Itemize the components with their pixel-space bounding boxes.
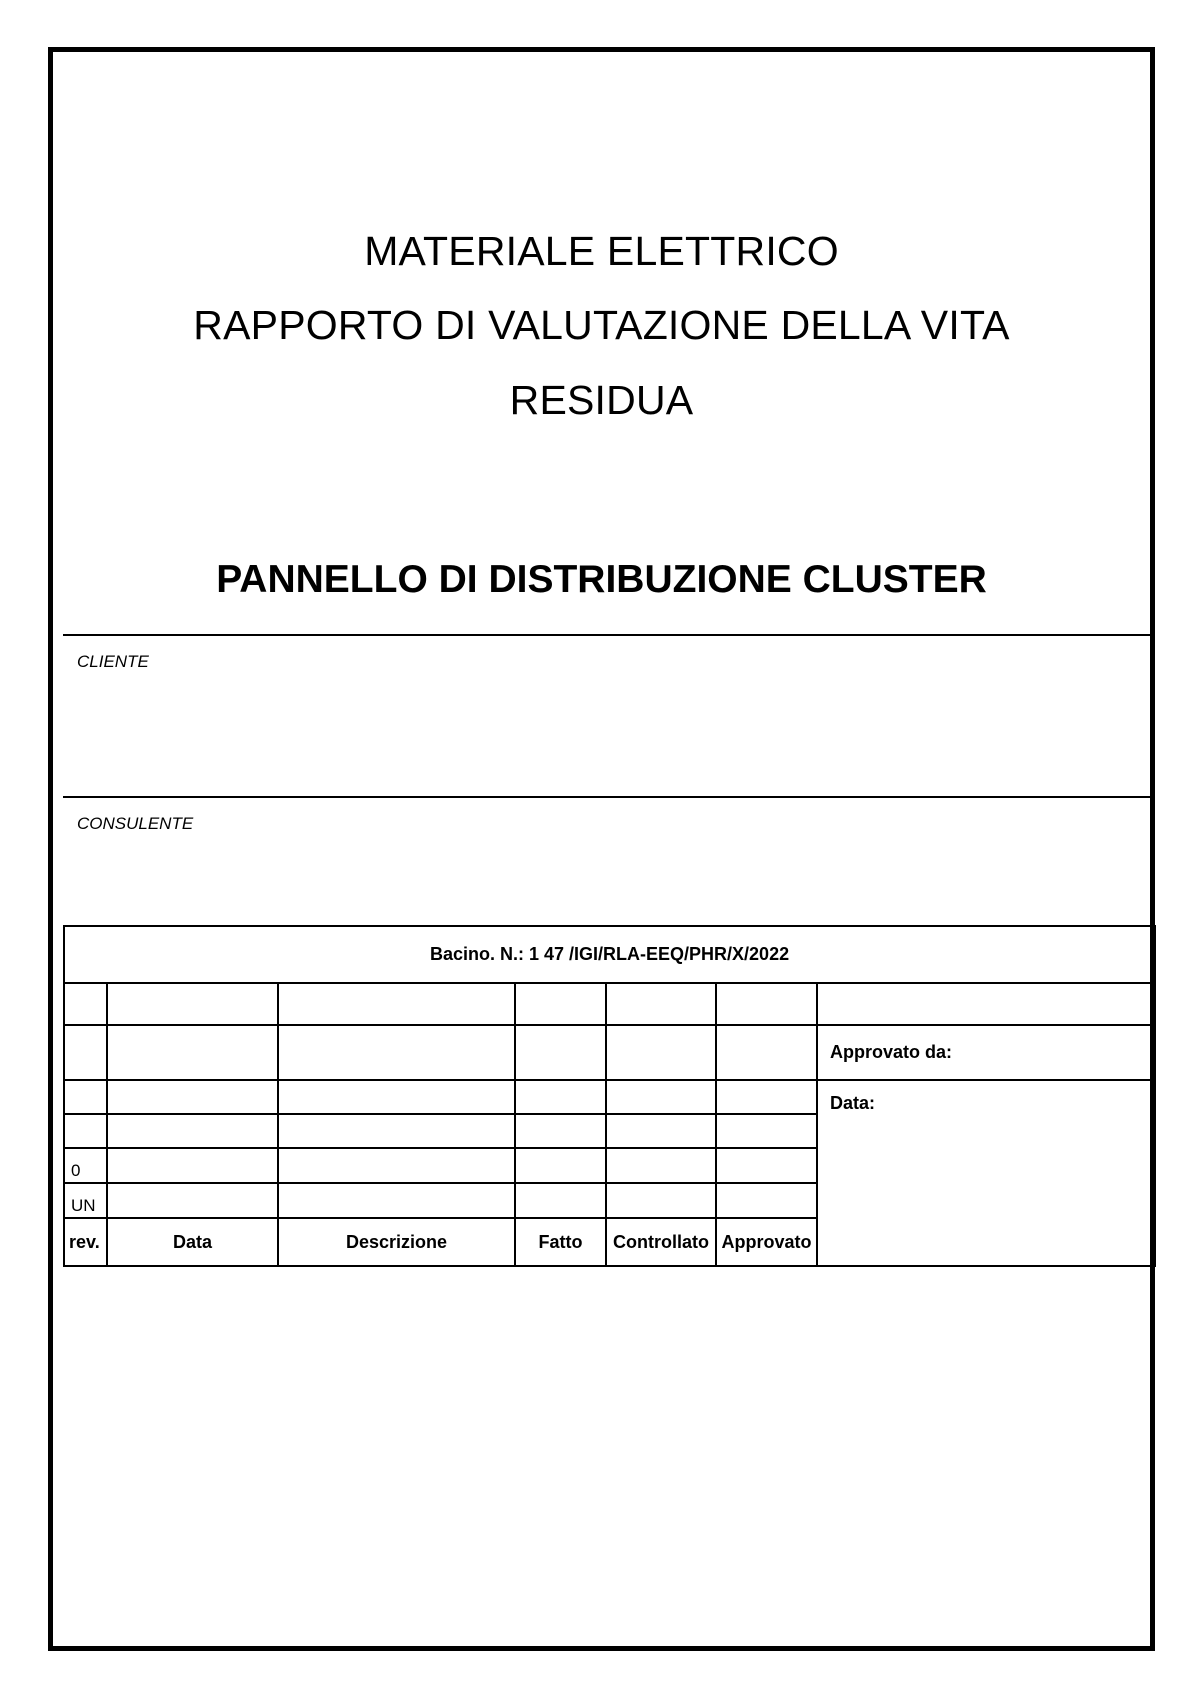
revision-table	[63, 925, 1156, 1267]
title-line-1: MATERIALE ELETTRICO	[364, 228, 839, 274]
header-fatto: Fatto	[515, 1218, 606, 1266]
table-row	[64, 983, 1155, 1025]
document-number-row	[64, 926, 1155, 983]
approved-by-label: Approvato da:	[817, 1025, 1155, 1080]
title-line-3: RESIDUA	[509, 377, 694, 423]
date-label: Data:	[817, 1080, 1155, 1266]
cliente-label: CLIENTE	[77, 652, 149, 671]
table-row	[64, 1025, 1155, 1080]
header-controllato: Controllato	[606, 1218, 716, 1266]
divider-cliente	[63, 634, 1154, 636]
header-descrizione: Descrizione	[278, 1218, 515, 1266]
title-line-2: RAPPORTO DI VALUTAZIONE DELLA VITA	[193, 302, 1010, 348]
consulente-label: CONSULENTE	[77, 814, 194, 833]
document-number: Bacino. N.: 1 47 /IGI/RLA-EEQ/PHR/X/2022	[64, 926, 1155, 983]
page-border	[48, 47, 1155, 1651]
table-row	[64, 1080, 1155, 1114]
divider-consulente	[63, 796, 1154, 798]
header-approvato: Approvato	[716, 1218, 817, 1266]
header-data: Data	[107, 1218, 278, 1266]
revision-number: UN	[64, 1183, 107, 1218]
revision-number: 0	[64, 1148, 107, 1183]
header-rev: rev.	[64, 1218, 107, 1266]
document-subtitle: PANNELLO DI DISTRIBUZIONE CLUSTER	[216, 558, 987, 601]
